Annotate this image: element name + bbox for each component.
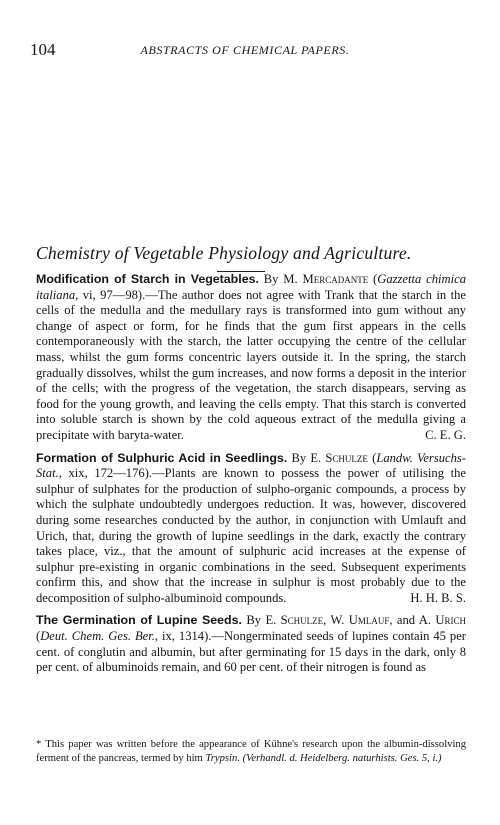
footnote-reference: (Verhandl. d. Heidelberg. naturhists. Ges. 5, i.) <box>242 752 442 764</box>
author-separator: , W. <box>323 613 345 628</box>
running-head: ABSTRACTS OF CHEMICAL PAPERS. <box>140 43 350 57</box>
page-header <box>30 40 460 62</box>
article-body: —Plants are known to possess the power of utilising the sulphur of sulphates for the production of sulpho-organic compounds, a process by which the sulphate undoubtedly undergoes reduction. It was, however, discovered during some researches conducted by the author, in conjunction with Umlauft and Urich, that, during the growth of lupine seedlings in the dark, exactly the contrary takes place, viz., that the amount of sulphuric acid increases at the expense of sulphur pre-existing in organic combinations in the seed. Subsequent experiments confirm this, and show that the increase in sulphur is most probably due to the decomposition of sulpho-albuminoid compounds. <box>36 466 467 605</box>
article-list <box>36 272 466 683</box>
article-author: Schulze <box>325 450 368 465</box>
article-initials: H. H. B. S. <box>410 590 466 605</box>
article-author: Schulze <box>280 613 324 628</box>
article-author-3: Urich <box>435 613 467 628</box>
article-body: —The author does not agree with Trank that the starch in the cells of the medulla and the medullary rays is transformed into gum without any change of aspect or form, for he finds that the gum first appears in the cells contemporaneously with the starch, the latter occupying the centre of the cellular mass, whilst the gum forms concentric layers outside it. In the spring, the starch gradually dissolves, whilst the gum increases, and now forms a deposit in the interior of the cells; with the progress of the vegetation, the starch disappears, serving as food for the young growth, and leaving the cells empty. That this starch is converted into soluble starch is shown by the cold aqueous extract of the medulla giving a precipitate with baryta-water. <box>36 287 466 442</box>
footnote-marker: * <box>36 739 42 750</box>
article-title: Formation of Sulphuric Acid in Seedlings. <box>36 450 288 465</box>
article-author-2: Umlauf <box>348 613 390 628</box>
footnote-punct: . <box>237 752 240 764</box>
article-body: —Nongerminated seeds of lupines contain 45 per cent. of conglutin and albumin, but after germinating for 15 days in the dark, only 8 per cent. of albuminoids remain, and 60 per cent. of their nitrogen is found as <box>36 629 467 675</box>
citation-details: , vi, 97—98). <box>75 287 146 302</box>
article-author: Mercadante <box>302 272 369 286</box>
citation-journal: Deut. Chem. Ges. Ber. <box>40 629 155 644</box>
article-lupine-germination: The Germination of Lupine Seeds. By E. Schulze, W. Umlauf, and A. Urich (Deut. Chem. Ges. Ber., ix, 1314).—Nongerminated seeds of lupines contain 45 per cent. of conglutin and albumin, but after germinating for 15 days in the dark, only 8 per cent. of albuminoids remain, and 60 per cent. of their nitrogen is found as <box>36 613 467 675</box>
page-number: 104 <box>30 40 56 59</box>
article-title: Modification of Starch in Vegetables. <box>36 272 259 286</box>
author-prefix: By E. <box>291 450 322 465</box>
footnote <box>36 738 466 765</box>
article-initials: C. E. G. <box>425 427 466 442</box>
footnote-text: This paper was written before the appearance of Kühne's research upon the albumin-dissolving ferment of the pancreas, termed by him <box>36 739 466 764</box>
article-title: The Germination of Lupine Seeds. <box>36 613 242 628</box>
article-sulphuric-acid: Formation of Sulphuric Acid in Seedlings. By E. Schulze (Landw. Versuchs-Stat., xix, 172—176).—Plants are known to possess the power of utilising the sulphur of sulphates for the production of sulpho-organic compounds, a process by which the sulphate undoubtedly undergoes reduction. It was, however, discovered during some researches conducted by the author, in conjunction with Umlauft and Urich, that, during the growth of lupine seedlings in the dark, exactly the contrary takes place, viz., that the amount of sulphuric acid increases at the expense of sulphur pre-existing in organic combinations in the seed. Subsequent experiments confirm this, and show that the increase in sulphur is most probably due to the decomposition of sulpho-albuminoid compounds. H. H. B. S. <box>36 450 467 605</box>
article-starch: Modification of Starch in Vegetables. By M. Mercadante (Gazzetta chimica italiana, vi, 97—98).—The author does not agree with Trank that the starch in the cells of the medulla and the medullary rays is transformed into gum without any change of aspect or form, for he finds that the gum first appears in the cells contemporaneously with the starch, the latter occupying the centre of the cellular mass, whilst the gum forms concentric layers outside it. In the spring, the starch gradually dissolves, whilst the gum increases, and now forms a deposit in the interior of the cells; with the progress of the vegetation, the starch disappears, serving as food for the young growth, and leaving the cells empty. That this starch is converted into soluble starch is shown by the cold aqueous extract of the medulla giving a precipitate with baryta-water. C. E. G. <box>36 272 467 442</box>
section-title: Chemistry of Vegetable Physiology and Agriculture. <box>36 243 412 263</box>
author-prefix: By E. <box>246 613 277 628</box>
footnote-term: Trypsin <box>205 752 238 764</box>
citation-details: , ix, 1314). <box>154 629 212 644</box>
author-prefix: By M. <box>263 272 298 286</box>
citation-details: , xix, 172—176). <box>58 466 153 481</box>
author-separator: , and A. <box>389 613 432 628</box>
citation-journal: Gazzetta chimica italiana <box>36 272 467 302</box>
citation-journal: Landw. Versuchs-Stat. <box>36 450 467 481</box>
